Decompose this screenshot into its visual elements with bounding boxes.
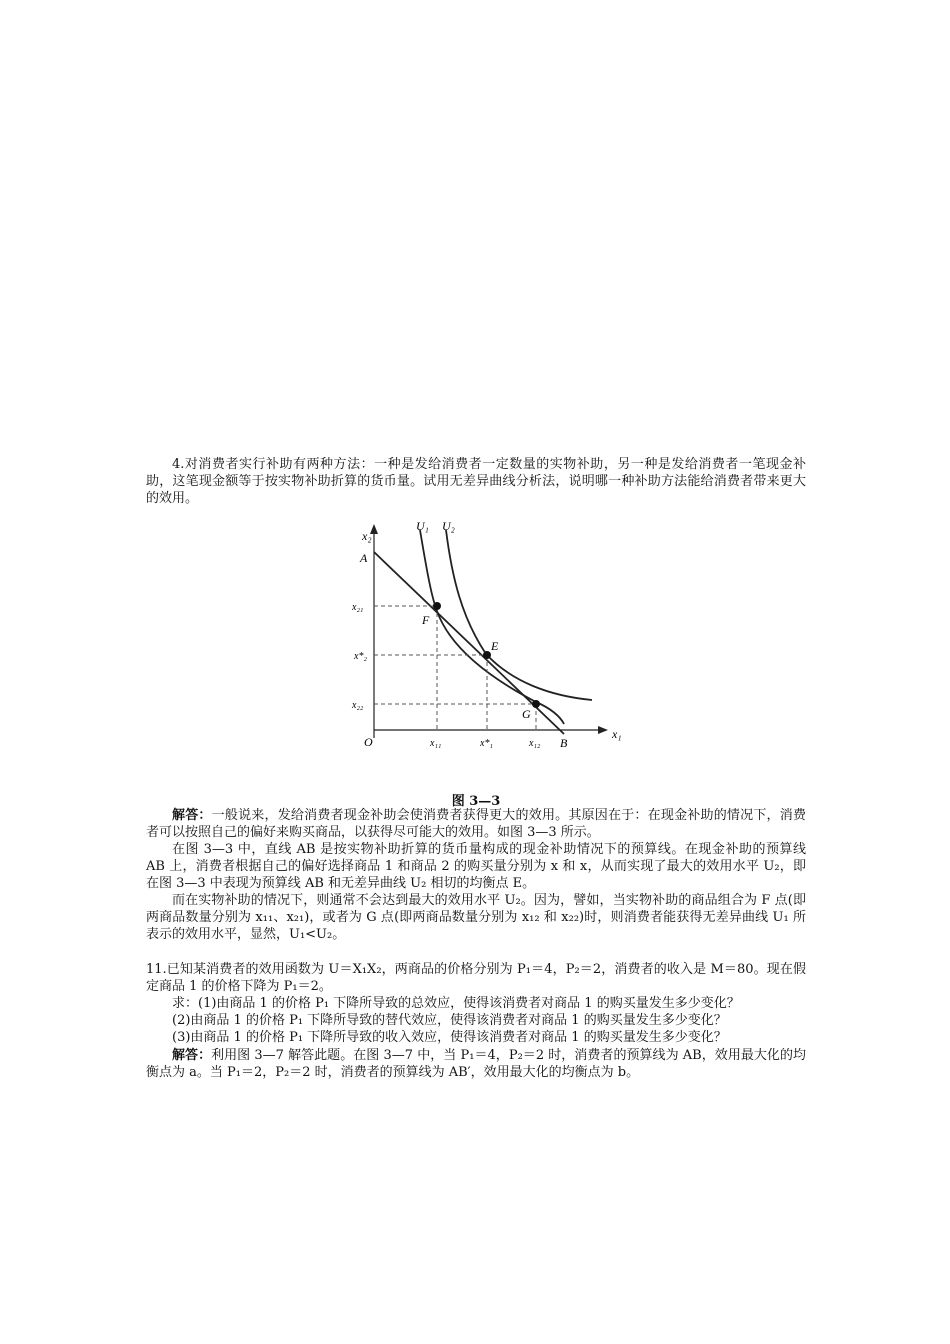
point-b-label: B — [560, 736, 568, 750]
answer-4-paragraph-2: 在图 3—3 中，直线 AB 是按实物补助折算的货币量构成的现金补助情况下的预算线。在现金补助的预算线 AB 上，消费者根据自己的偏好选择商品 1 和商品 2 的购买量分别为 x 和 x，从而实现了最大的效用水平 U₂，即在图 3—3 中表现为预算线 AB 和无差异曲线 U₂ 相切的均衡点 E。 — [146, 842, 806, 891]
question-11-ask-3: (3)由商品 1 的价格 P₁ 下降所导致的收入效应，使得该消费者对商品 1 的购买量发生多少变化？ — [172, 1030, 727, 1045]
tick-x22-label: x₂₂ — [352, 700, 364, 711]
x-axis-label: x₁ — [612, 727, 622, 741]
question-11-ask-2: (2)由商品 1 的价格 P₁ 下降所导致的替代效应，使得该消费者对商品 1 的购买量发生多少变化？ — [172, 1013, 727, 1028]
curve-u2-label: U₂ — [442, 519, 455, 533]
point-e-label: E — [491, 639, 499, 653]
answer-4-paragraph-3: 而在实物补助的情况下，则通常不会达到最大的效用水平 U₂。因为，譬如，当实物补助的商品组合为 F 点(即两商品数量分别为 x₁₁、x₂₁)，或者为 G 点(即两商品数量分别为 x₁₂ 和 x₂₂)时，则消费者能获得无差异曲线 U₁ 所表示的效用水平，显然，U₁<U₂。 — [146, 893, 806, 942]
origin-label: O — [364, 735, 373, 749]
indifference-curve-u2 — [446, 530, 592, 700]
question-11-ask-1: 求：(1)由商品 1 的价格 P₁ 下降所导致的总效应，使得该消费者对商品 1 的购买量发生多少变化？ — [172, 996, 740, 1011]
tick-x12-label: x₁₂ — [529, 738, 541, 749]
indifference-curve-figure — [350, 518, 630, 758]
point-e-marker — [483, 651, 491, 659]
point-f-marker — [433, 602, 441, 610]
point-f-label: F — [422, 613, 430, 627]
tick-x2star-label: x*₂ — [354, 651, 367, 662]
figure-caption: 图 3—3 — [451, 794, 501, 809]
answer-4-paragraph-1 — [146, 807, 806, 841]
tick-x11-label: x₁₁ — [430, 738, 442, 749]
x-axis-arrow — [598, 726, 608, 734]
tick-x21-label: x₂₁ — [352, 602, 364, 613]
point-g-label: G — [522, 707, 531, 721]
y-axis-label: x₂ — [362, 529, 372, 543]
tick-x1star-label: x*₁ — [480, 738, 493, 749]
answer-11-label: 解答： — [172, 1048, 212, 1063]
answer-4-text-1: 一般说来，发给消费者现金补助会使消费者获得更大的效用。其原因在于：在现金补助的情况下，消费者可以按照自己的偏好来购买商品，以获得尽可能大的效用。如图 3—3 所示。 — [146, 808, 806, 840]
answer-11-text: 利用图 3—7 解答此题。在图 3—7 中，当 P₁＝4，P₂＝2 时，消费者的预算线为 AB，效用最大化的均衡点为 a。当 P₁＝2，P₂＝2 时，消费者的预算线为 AB′，效用最大化的均衡点为 b。 — [146, 1048, 806, 1080]
answer-label: 解答： — [172, 808, 212, 823]
curve-u1-label: U₁ — [416, 519, 429, 533]
indifference-curve-u1 — [420, 530, 564, 724]
answer-11 — [146, 1047, 806, 1081]
question-4: 4.对消费者实行补助有两种方法：一种是发给消费者一定数量的实物补助，另一种是发给消费者一笔现金补助，这笔现金额等于按实物补助折算的货币量。试用无差异曲线分析法，说明哪一种补助方法能给消费者带来更大的效用。 — [146, 457, 806, 506]
point-g-marker — [532, 700, 540, 708]
question-11-intro: 11.已知某消费者的效用函数为 U＝X₁X₂，两商品的价格分别为 P₁＝4，P₂＝2，消费者的收入是 M＝80。现在假定商品 1 的价格下降为 P₁＝2。 — [146, 962, 806, 994]
point-a-label: A — [360, 551, 368, 565]
